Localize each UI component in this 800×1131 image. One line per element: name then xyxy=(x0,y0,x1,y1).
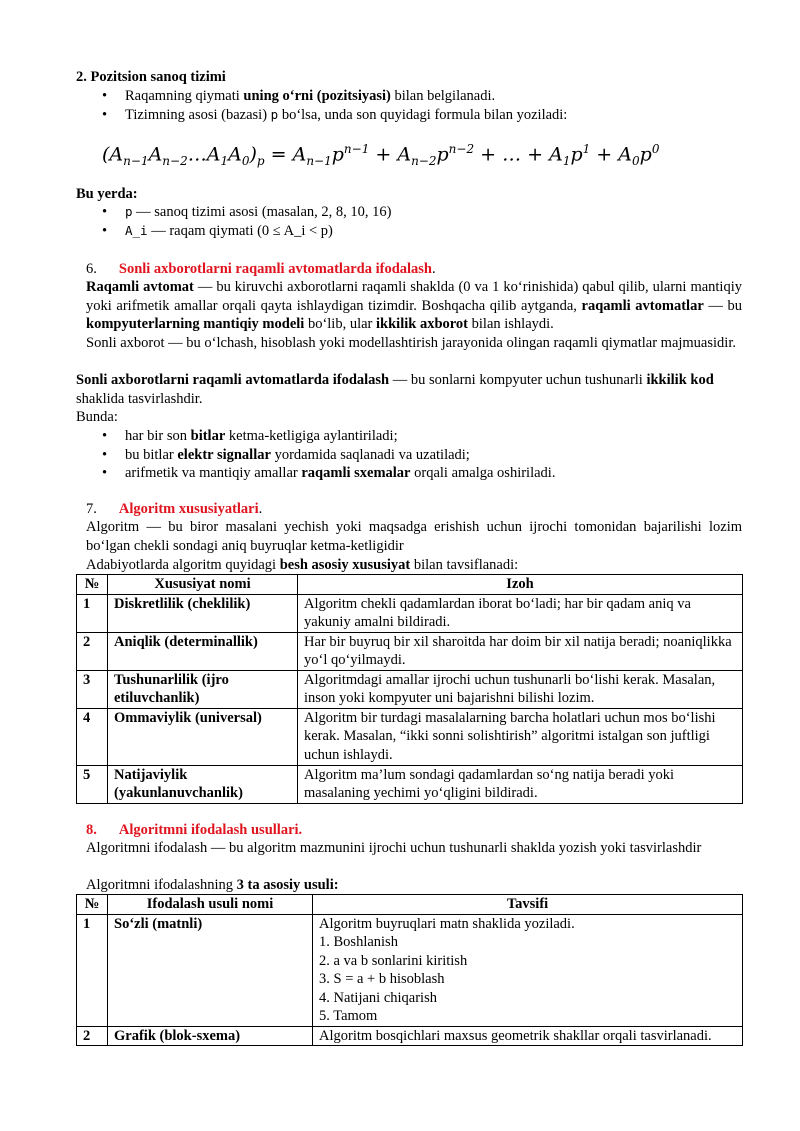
section-number: 7. xyxy=(86,501,97,517)
bunda-label: Bunda: xyxy=(76,409,118,425)
section-title: Algoritmni ifodalash usullari. xyxy=(118,822,303,838)
paragraph: Sonli axborot — bu o‘lchash, hisoblash yoki modellashtirish jarayonida olingan raqamli qiymatlar majmuasidir. xyxy=(86,335,736,351)
table-row: 5 Natijaviylik (yakunlanuvchanlik) Algoritm ma’lum sondagi qadamlardan so‘ng natija beradi yoki masalaning yechimi yo‘qligini bildiradi. xyxy=(77,765,743,803)
paragraph: Algoritmni ifodalash — bu algoritm mazmunini ijrochi uchun tushunarli shaklda yozish yoki tasvirlashdir xyxy=(86,840,702,856)
properties-table xyxy=(76,574,743,804)
list-item: • bu bitlar elektr signallar yordamida saqlanadi va uzatiladi; xyxy=(0,446,800,465)
table-row: 1 So‘zli (matnli) Algoritm buyruqlari matn shaklida yoziladi. 1. Boshlanish 2. a va b sonlarini kiritish 3. S = a + b hisoblash 4. Natijani chiqarish 5. Tamom xyxy=(77,914,743,1026)
section-number: 8. xyxy=(86,822,97,838)
list-item: • Tizimning asosi (bazasi) p bo‘lsa, unda son quyidagi formula bilan yoziladi: xyxy=(0,106,800,125)
section-8-heading xyxy=(86,821,800,840)
table-row: 2 Grafik (blok-sxema) Algoritm bosqichlari maxsus geometrik shakllar orqali tasvirlanadi. xyxy=(77,1026,743,1046)
section-6-heading: 6. Sonli axborotlarni raqamli avtomatlarda ifodalash. xyxy=(86,261,436,277)
section-2-bullets xyxy=(0,87,800,124)
section-2-heading: 2. Pozitsion sanoq tizimi xyxy=(76,69,226,85)
table-row: 1 Diskretlilik (cheklilik) Algoritm chekli qadamlardan iborat bo‘ladi; har bir qadam aniq va yakuniy amalni bildiradi. xyxy=(77,594,743,632)
section-title: Algoritm xususiyatlari xyxy=(118,501,259,517)
col-header: № xyxy=(77,575,108,595)
section-title: Sonli axborotlarni raqamli avtomatlarda ifodalash xyxy=(118,261,432,277)
col-header: Izoh xyxy=(298,575,743,595)
section-6-bullets xyxy=(0,427,800,483)
section-number: 6. xyxy=(86,261,97,277)
where-label: Bu yerda: xyxy=(76,186,138,202)
paragraph: Sonli axborotlarni raqamli avtomatlarda ifodalash — bu sonlarni kompyuter uchun tushunarli ikkilik kod shaklida tasvirlashdir. xyxy=(76,372,714,407)
list-item: • A_i — raqam qiymati (0 ≤ A_i < p) xyxy=(0,222,800,241)
paragraph: Algoritmni ifodalashning 3 ta asosiy usuli: xyxy=(86,877,339,893)
methods-table xyxy=(76,894,743,1046)
col-header: Tavsifi xyxy=(313,895,743,915)
paragraph: Algoritm — bu biror masalani yechish yoki maqsadga erishish uchun ijrochi tomonidan bajarilishi lozim bo‘lgan chekli sondagi aniq buyruqlar ketma-ketligidir xyxy=(86,519,742,554)
paragraph: Adabiyotlarda algoritm quyidagi besh asosiy xususiyat bilan tavsiflanadi: xyxy=(86,557,519,573)
list-item: • arifmetik va mantiqiy amallar raqamli sxemalar orqali amalga oshiriladi. xyxy=(0,464,800,483)
table-row: 2 Aniqlik (determinallik) Har bir buyruq bir xil sharoitda har doim bir xil natija beradi; noaniqlikka yo‘l qo‘yilmaydi. xyxy=(77,632,743,670)
list-item: • p — sanoq tizimi asosi (masalan, 2, 8, 10, 16) xyxy=(0,203,800,222)
col-header: Xususiyat nomi xyxy=(108,575,298,595)
table-header-row xyxy=(77,575,743,595)
section-7-heading: 7. Algoritm xususiyatlari. xyxy=(86,501,263,517)
col-header: № xyxy=(77,895,108,915)
where-bullets xyxy=(0,203,800,240)
col-header: Ifodalash usuli nomi xyxy=(108,895,313,915)
list-item: • Raqamning qiymati uning o‘rni (pozitsiyasi) bilan belgilanadi. xyxy=(0,87,800,106)
table-row: 4 Ommaviylik (universal) Algoritm bir turdagi masalalarning barcha holatlari uchun mos bo‘lishi kerak. Masalan, “ikki sonni solishtirish” algoritmi istalgan son juftligi uchun ishlaydi. xyxy=(77,708,743,765)
paragraph: Raqamli avtomat — bu kiruvchi axborotlarni raqamli shaklda (0 va 1 ko‘rinishida) qabul qilib, ularni mantiqiy yoki arifmetik amallar orqali qayta ishlaydigan tizimdir. Boshqacha qilib aytganda, raqamli avtomatlar — bu kompyuterlarning mantiqiy modeli bo‘lib, ular ikkilik axborot bilan ishlaydi. xyxy=(86,279,743,332)
table-header-row xyxy=(77,895,743,915)
positional-formula: $(A_{n-1}A_{n-2}\dots A_1A_0)_p = A_{n-1}p^{n-1} + A_{n-2}p^{n-2}$ + … + $A_1p^1 + A_0p^0$ xyxy=(102,142,660,169)
table-row: 3 Tushunarlilik (ijro etiluvchanlik) Algoritmdagi amallar ijrochi uchun tushunarli bo‘lishi kerak. Masalan, inson yoki kompyuter uni bajarishni bilishi lozim. xyxy=(77,670,743,708)
list-item: • har bir son bitlar ketma-ketligiga aylantiriladi; xyxy=(0,427,800,446)
